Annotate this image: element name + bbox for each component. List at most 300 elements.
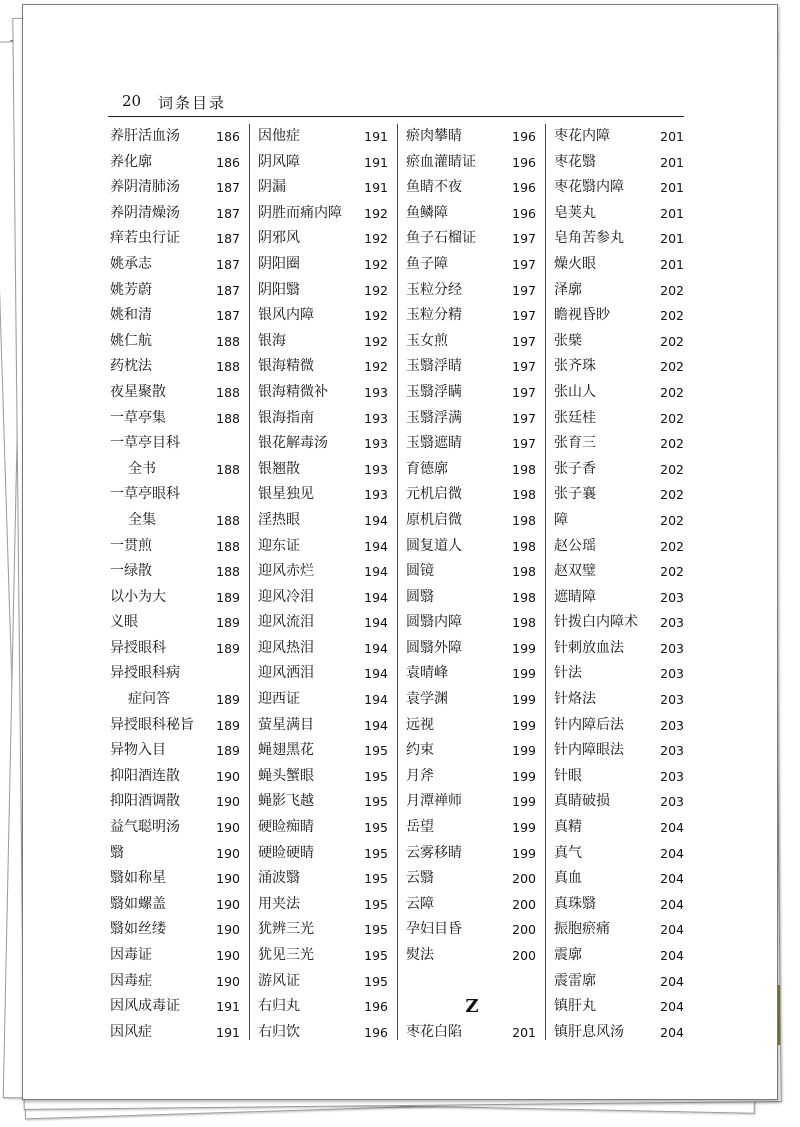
index-entry bbox=[406, 329, 538, 355]
entry-page-number: 191 bbox=[216, 1024, 240, 1040]
entry-page-number: 187 bbox=[216, 180, 240, 196]
entry-page-number: 203 bbox=[660, 589, 684, 605]
entry-term: 鱼睛不夜 bbox=[406, 179, 462, 196]
entry-term: 症问答 bbox=[128, 691, 170, 708]
entry-page-number: 188 bbox=[216, 384, 240, 400]
entry-page-number: 196 bbox=[512, 205, 536, 221]
entry-page-number: 186 bbox=[216, 154, 240, 170]
entry-page-number: 193 bbox=[364, 384, 388, 400]
entry-page-number: 197 bbox=[512, 282, 536, 298]
index-entry bbox=[554, 610, 686, 636]
section-letter: Z bbox=[465, 996, 479, 1018]
entry-page-number: 195 bbox=[364, 948, 388, 963]
entry-term: 养肝活血汤 bbox=[110, 128, 180, 144]
index-entry bbox=[406, 175, 538, 201]
index-entry bbox=[554, 585, 686, 611]
entry-page-number: 199 bbox=[512, 666, 536, 682]
entry-page-number: 197 bbox=[512, 256, 536, 272]
entry-page-number: 202 bbox=[660, 282, 684, 298]
index-column-2 bbox=[258, 124, 390, 1040]
entry-term: 真气 bbox=[554, 844, 582, 861]
index-entry bbox=[554, 150, 686, 176]
entry-term: 姚芳蔚 bbox=[110, 281, 152, 298]
index-entry bbox=[554, 687, 686, 713]
index-entry bbox=[554, 278, 686, 304]
entry-page-number: 202 bbox=[660, 538, 684, 554]
index-entry bbox=[110, 713, 242, 739]
index-entry bbox=[110, 841, 242, 867]
entry-page-number: 193 bbox=[364, 461, 388, 477]
entry-page-number: 192 bbox=[364, 359, 388, 375]
index-column-3 bbox=[406, 124, 538, 1040]
index-entry bbox=[406, 943, 538, 969]
entry-page-number: 204 bbox=[660, 845, 684, 861]
entry-term: 振胞瘀痛 bbox=[554, 921, 610, 938]
entry-term: 翳如螺盖 bbox=[110, 895, 166, 912]
entry-term: 迎风冷泪 bbox=[258, 588, 314, 605]
index-entry bbox=[110, 150, 242, 176]
entry-page-number: 199 bbox=[512, 820, 536, 836]
entry-term: 姚和清 bbox=[110, 307, 152, 324]
index-entry bbox=[110, 559, 242, 585]
entry-term: 游风证 bbox=[258, 972, 300, 989]
entry-page-number: 195 bbox=[364, 820, 388, 836]
entry-page-number: 204 bbox=[660, 922, 684, 938]
entry-page-number: 197 bbox=[512, 231, 536, 247]
entry-page-number: 203 bbox=[660, 717, 684, 733]
index-entry bbox=[554, 380, 686, 406]
entry-page-number: 203 bbox=[660, 794, 684, 810]
entry-page-number: 190 bbox=[216, 922, 240, 938]
entry-term: 针拨白内障术 bbox=[554, 614, 638, 631]
entry-page-number: 189 bbox=[216, 615, 240, 631]
index-entry bbox=[406, 278, 538, 304]
index-entry bbox=[110, 866, 242, 892]
entry-page-number: 196 bbox=[512, 180, 536, 196]
index-entry bbox=[258, 892, 390, 918]
entry-page-number: 186 bbox=[216, 129, 240, 144]
index-entry bbox=[406, 150, 538, 176]
entry-term: 镇肝丸 bbox=[554, 998, 596, 1015]
index-entry bbox=[110, 201, 242, 227]
entry-page-number: 192 bbox=[364, 231, 388, 247]
entry-page-number: 197 bbox=[512, 436, 536, 452]
entry-page-number: 188 bbox=[216, 333, 240, 349]
entry-page-number: 203 bbox=[660, 768, 684, 784]
entry-term: 银风内障 bbox=[258, 307, 314, 324]
index-entry bbox=[406, 789, 538, 815]
index-entry bbox=[258, 226, 390, 252]
entry-term: 银海 bbox=[258, 332, 286, 349]
entry-term: 鱼子石榴证 bbox=[406, 230, 476, 247]
index-entry bbox=[258, 508, 390, 534]
entry-term: 异授眼科病 bbox=[110, 665, 180, 682]
entry-page-number: 198 bbox=[512, 564, 536, 580]
index-entry bbox=[110, 508, 242, 534]
index-entry bbox=[110, 636, 242, 662]
index-entry bbox=[258, 636, 390, 662]
index-entry bbox=[554, 457, 686, 483]
entry-page-number: 204 bbox=[660, 871, 684, 887]
entry-term: 蝇翅黑花 bbox=[258, 742, 314, 759]
entry-page-number: 201 bbox=[512, 1024, 536, 1040]
index-entry bbox=[406, 431, 538, 457]
entry-page-number: 188 bbox=[216, 410, 240, 426]
entry-term: 阴邪风 bbox=[258, 230, 300, 247]
index-entry bbox=[406, 406, 538, 432]
entry-term: 皂荚丸 bbox=[554, 204, 596, 221]
entry-page-number: 194 bbox=[364, 666, 388, 682]
index-entry bbox=[554, 175, 686, 201]
entry-page-number: 198 bbox=[512, 512, 536, 528]
entry-term: 抑阳酒调散 bbox=[110, 793, 180, 810]
entry-term: 迎风热泪 bbox=[258, 639, 314, 656]
entry-term: 迎西证 bbox=[258, 691, 300, 708]
index-entry bbox=[110, 252, 242, 278]
entry-page-number: 190 bbox=[216, 948, 240, 963]
entry-term: 月斧 bbox=[406, 767, 434, 784]
entry-page-number: 188 bbox=[216, 564, 240, 580]
entry-term: 玉翳浮瞒 bbox=[406, 383, 462, 400]
index-entry bbox=[110, 661, 242, 687]
entry-page-number: 191 bbox=[364, 180, 388, 196]
index-entry bbox=[554, 636, 686, 662]
entry-term: 张齐珠 bbox=[554, 358, 596, 375]
entry-page-number: 192 bbox=[364, 256, 388, 272]
entry-page-number: 204 bbox=[660, 973, 684, 989]
entry-term: 翳如称星 bbox=[110, 870, 166, 887]
index-entry bbox=[258, 969, 390, 995]
entry-page-number: 191 bbox=[364, 129, 388, 144]
entry-page-number: 199 bbox=[512, 794, 536, 810]
index-entry bbox=[554, 226, 686, 252]
entry-page-number: 190 bbox=[216, 896, 240, 912]
entry-term: 张子襄 bbox=[554, 486, 596, 503]
index-entry bbox=[258, 994, 390, 1020]
entry-page-number: 194 bbox=[364, 512, 388, 528]
entry-page-number: 202 bbox=[660, 384, 684, 400]
entry-page-number: 200 bbox=[512, 896, 536, 912]
entry-term: 蝇头蟹眼 bbox=[258, 767, 314, 784]
index-entry bbox=[554, 917, 686, 943]
entry-term: 圆翳外障 bbox=[406, 639, 462, 656]
index-entry bbox=[406, 1020, 538, 1046]
index-entry bbox=[110, 406, 242, 432]
entry-page-number: 198 bbox=[512, 538, 536, 554]
entry-page-number: 197 bbox=[512, 308, 536, 324]
index-entry bbox=[554, 201, 686, 227]
entry-term: 针眼 bbox=[554, 767, 582, 784]
index-entry bbox=[258, 278, 390, 304]
index-entry bbox=[110, 815, 242, 841]
index-entry bbox=[554, 1020, 686, 1046]
index-entry bbox=[406, 534, 538, 560]
entry-page-number: 204 bbox=[660, 820, 684, 836]
entry-page-number: 194 bbox=[364, 589, 388, 605]
entry-term: 枣花翳内障 bbox=[554, 179, 624, 196]
entry-term: 镇肝息风汤 bbox=[554, 1023, 624, 1040]
entry-page-number: 202 bbox=[660, 512, 684, 528]
index-entry bbox=[110, 738, 242, 764]
entry-term: 鱼子障 bbox=[406, 255, 448, 272]
index-entry bbox=[258, 559, 390, 585]
entry-term: 养阴清燥汤 bbox=[110, 204, 180, 221]
entry-term: 袁晴峰 bbox=[406, 665, 448, 682]
entry-page-number: 195 bbox=[364, 794, 388, 810]
index-entry bbox=[406, 892, 538, 918]
entry-term: 姚仁航 bbox=[110, 332, 152, 349]
entry-page-number: 187 bbox=[216, 205, 240, 221]
entry-page-number: 198 bbox=[512, 615, 536, 631]
index-entry bbox=[258, 406, 390, 432]
index-entry bbox=[554, 354, 686, 380]
entry-term: 阴阳翳 bbox=[258, 281, 300, 298]
entry-term: 枣花白陷 bbox=[406, 1023, 462, 1040]
index-entry bbox=[110, 457, 242, 483]
index-entry bbox=[554, 764, 686, 790]
entry-page-number: 200 bbox=[512, 922, 536, 938]
entry-term: 全书 bbox=[128, 460, 156, 477]
entry-term: 枣花翳 bbox=[554, 153, 596, 170]
index-entry bbox=[110, 969, 242, 995]
index-entry bbox=[406, 559, 538, 585]
entry-page-number: 201 bbox=[660, 180, 684, 196]
index-entry bbox=[258, 431, 390, 457]
column-divider bbox=[397, 124, 398, 1040]
index-entry bbox=[258, 585, 390, 611]
index-entry bbox=[110, 354, 242, 380]
entry-term: 枣花内障 bbox=[554, 128, 610, 144]
entry-term: 真睛破损 bbox=[554, 793, 610, 810]
entry-term: 阴胜而痛内障 bbox=[258, 204, 342, 221]
index-entry bbox=[258, 354, 390, 380]
index-entry bbox=[258, 150, 390, 176]
entry-page-number: 190 bbox=[216, 973, 240, 989]
index-entry bbox=[258, 329, 390, 355]
entry-page-number: 196 bbox=[364, 999, 388, 1015]
index-entry bbox=[406, 969, 538, 995]
entry-page-number: 196 bbox=[512, 129, 536, 144]
index-entry bbox=[406, 841, 538, 867]
entry-page-number: 199 bbox=[512, 640, 536, 656]
index-entry bbox=[406, 866, 538, 892]
index-entry bbox=[406, 457, 538, 483]
entry-term: 针刺放血法 bbox=[554, 639, 624, 656]
entry-term: 迎风赤烂 bbox=[258, 563, 314, 580]
index-entry bbox=[258, 303, 390, 329]
index-entry bbox=[110, 585, 242, 611]
entry-term: 孕妇目昏 bbox=[406, 921, 462, 938]
index-entry bbox=[554, 943, 686, 969]
index-entry bbox=[406, 815, 538, 841]
entry-term: 玉粒分精 bbox=[406, 307, 462, 324]
index-entry bbox=[110, 482, 242, 508]
entry-term: 抑阳酒连散 bbox=[110, 767, 180, 784]
entry-page-number: 195 bbox=[364, 768, 388, 784]
entry-term: 银海指南 bbox=[258, 409, 314, 426]
entry-page-number: 199 bbox=[512, 768, 536, 784]
index-entry bbox=[110, 943, 242, 969]
index-entry bbox=[406, 508, 538, 534]
index-entry bbox=[406, 713, 538, 739]
entry-term: 迎东证 bbox=[258, 537, 300, 554]
entry-term: 圆翳 bbox=[406, 588, 434, 605]
index-entry bbox=[110, 175, 242, 201]
entry-term: 月潭禅师 bbox=[406, 793, 462, 810]
entry-page-number: 196 bbox=[512, 154, 536, 170]
entry-page-number: 188 bbox=[216, 538, 240, 554]
index-entry bbox=[110, 789, 242, 815]
index-entry bbox=[258, 175, 390, 201]
index-entry bbox=[554, 329, 686, 355]
entry-term: 阴阳圈 bbox=[258, 255, 300, 272]
index-entry bbox=[406, 636, 538, 662]
entry-term: 瘀肉攀睛 bbox=[406, 128, 462, 144]
header-rule bbox=[108, 116, 684, 117]
entry-page-number: 190 bbox=[216, 820, 240, 836]
index-entry bbox=[554, 789, 686, 815]
entry-term: 银海精微 bbox=[258, 358, 314, 375]
entry-page-number: 192 bbox=[364, 205, 388, 221]
index-entry bbox=[258, 124, 390, 150]
index-entry bbox=[554, 841, 686, 867]
entry-term: 圆复道人 bbox=[406, 537, 462, 554]
entry-term: 义眼 bbox=[110, 614, 138, 631]
entry-term: 玉粒分经 bbox=[406, 281, 462, 298]
index-entry bbox=[554, 866, 686, 892]
index-entry bbox=[406, 201, 538, 227]
index-entry bbox=[554, 969, 686, 995]
entry-page-number: 201 bbox=[660, 231, 684, 247]
index-entry bbox=[406, 610, 538, 636]
entry-page-number: 192 bbox=[364, 333, 388, 349]
entry-page-number: 202 bbox=[660, 461, 684, 477]
entry-term: 异物入目 bbox=[110, 742, 166, 759]
page-title: 词条目录 bbox=[158, 94, 227, 112]
entry-term: 因他症 bbox=[258, 128, 300, 144]
entry-term: 异授眼科秘旨 bbox=[110, 716, 194, 733]
entry-page-number: 200 bbox=[512, 948, 536, 963]
entry-term: 全集 bbox=[128, 511, 156, 528]
entry-page-number: 192 bbox=[364, 308, 388, 324]
entry-page-number: 187 bbox=[216, 308, 240, 324]
index-entry bbox=[406, 226, 538, 252]
index-entry bbox=[406, 482, 538, 508]
index-entry bbox=[258, 457, 390, 483]
entry-page-number: 196 bbox=[364, 1024, 388, 1040]
entry-term: 张育三 bbox=[554, 435, 596, 452]
entry-page-number: 191 bbox=[364, 154, 388, 170]
entry-page-number: 190 bbox=[216, 794, 240, 810]
entry-term: 岳望 bbox=[406, 819, 434, 836]
entry-term: 针烙法 bbox=[554, 691, 596, 708]
entry-page-number: 194 bbox=[364, 717, 388, 733]
entry-page-number: 204 bbox=[660, 1024, 684, 1040]
entry-page-number: 197 bbox=[512, 410, 536, 426]
entry-term: 皂角苦参丸 bbox=[554, 230, 624, 247]
index-entry bbox=[554, 661, 686, 687]
entry-page-number: 200 bbox=[512, 871, 536, 887]
index-entry bbox=[406, 124, 538, 150]
entry-term: 遮睛障 bbox=[554, 588, 596, 605]
entry-page-number: 195 bbox=[364, 845, 388, 861]
entry-page-number: 189 bbox=[216, 743, 240, 759]
entry-term: 圆翳内障 bbox=[406, 614, 462, 631]
entry-term: 犹见三光 bbox=[258, 947, 314, 963]
entry-page-number: 195 bbox=[364, 871, 388, 887]
entry-page-number: 198 bbox=[512, 589, 536, 605]
entry-page-number: 199 bbox=[512, 692, 536, 708]
entry-page-number: 202 bbox=[660, 333, 684, 349]
index-entry bbox=[258, 841, 390, 867]
entry-term: 右归饮 bbox=[258, 1023, 300, 1040]
entry-page-number: 190 bbox=[216, 845, 240, 861]
entry-term: 银翘散 bbox=[258, 460, 300, 477]
index-entry bbox=[406, 252, 538, 278]
entry-term: 约束 bbox=[406, 742, 434, 759]
entry-page-number: 190 bbox=[216, 871, 240, 887]
entry-term: 震雷廓 bbox=[554, 972, 596, 989]
entry-page-number: 194 bbox=[364, 538, 388, 554]
entry-page-number: 202 bbox=[660, 359, 684, 375]
index-entry bbox=[258, 713, 390, 739]
entry-term: 涌波翳 bbox=[258, 870, 300, 887]
entry-term: 翳 bbox=[110, 844, 124, 861]
entry-page-number: 189 bbox=[216, 589, 240, 605]
index-entry bbox=[110, 124, 242, 150]
entry-page-number: 195 bbox=[364, 973, 388, 989]
index-entry bbox=[554, 738, 686, 764]
index-entry bbox=[554, 482, 686, 508]
entry-page-number: 191 bbox=[216, 999, 240, 1015]
entry-term: 迎风洒泪 bbox=[258, 665, 314, 682]
index-entry bbox=[554, 431, 686, 457]
entry-page-number: 199 bbox=[512, 717, 536, 733]
entry-term: 阴漏 bbox=[258, 179, 286, 196]
entry-term: 熨法 bbox=[406, 947, 434, 963]
entry-term: 张子香 bbox=[554, 460, 596, 477]
index-entry bbox=[258, 764, 390, 790]
entry-page-number: 201 bbox=[660, 256, 684, 272]
entry-term: 玉翳遮睛 bbox=[406, 435, 462, 452]
entry-term: 夜星聚散 bbox=[110, 383, 166, 400]
entry-page-number: 197 bbox=[512, 384, 536, 400]
entry-page-number: 202 bbox=[660, 564, 684, 580]
entry-page-number: 202 bbox=[660, 410, 684, 426]
index-column-4 bbox=[554, 124, 686, 1040]
entry-page-number: 193 bbox=[364, 436, 388, 452]
entry-page-number: 190 bbox=[216, 768, 240, 784]
entry-term: 一草亭集 bbox=[110, 409, 166, 426]
entry-term: 真珠翳 bbox=[554, 895, 596, 912]
entry-page-number: 193 bbox=[364, 410, 388, 426]
entry-term: 玉翳浮满 bbox=[406, 409, 462, 426]
entry-term: 燥火眼 bbox=[554, 255, 596, 272]
index-entry bbox=[258, 738, 390, 764]
entry-page-number: 195 bbox=[364, 896, 388, 912]
entry-page-number: 203 bbox=[660, 743, 684, 759]
entry-page-number: 203 bbox=[660, 640, 684, 656]
index-entry bbox=[554, 124, 686, 150]
entry-page-number: 195 bbox=[364, 922, 388, 938]
index-entry bbox=[554, 534, 686, 560]
entry-page-number: 202 bbox=[660, 308, 684, 324]
entry-term: 药枕法 bbox=[110, 358, 152, 375]
index-entry bbox=[258, 1020, 390, 1046]
index-column-1 bbox=[110, 124, 242, 1040]
entry-term: 育德廓 bbox=[406, 460, 448, 477]
entry-page-number: 194 bbox=[364, 692, 388, 708]
